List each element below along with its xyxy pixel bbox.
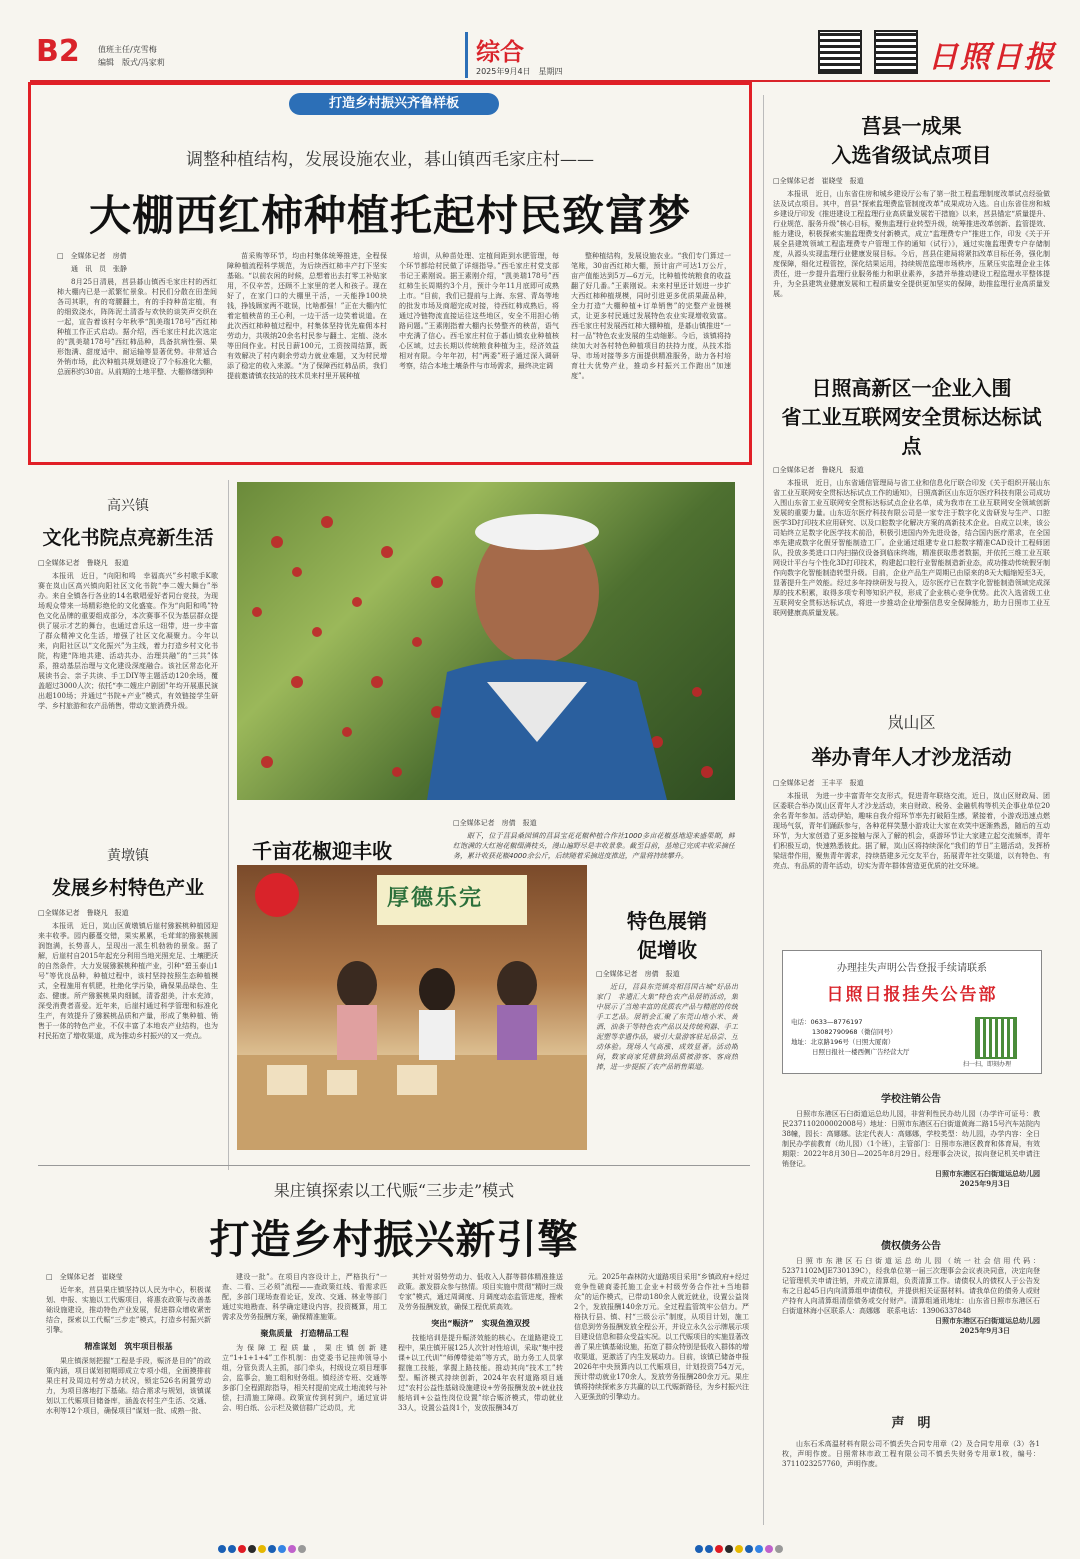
right-story-2-title: 日照高新区一企业入围 — [811, 376, 1012, 400]
notice-2-title: 债权债务公告 — [881, 1241, 941, 1252]
bottom-col-3-text: 其针对弱势劳动力、低收入人群等群体精准推送政策。激发群众参与热情。项目实施中贯彻“精时三级专家”模式，通过周调度、月调度动态监管进度，搜索及劳务报酬发放，确保工程优质高效。 — [398, 1273, 563, 1311]
right-story-2-body — [773, 478, 1050, 748]
right-story-1-title: 莒县一成果 — [861, 114, 962, 138]
left-story-2-body — [38, 921, 218, 1161]
bottom-col-1-text: 近年来，莒县果庄镇坚持以人民为中心，积极谋划、申报、实施以工代赈项目，将惠农政策与改善基础设施建设，推动特色产业发展，促进群众增收紧密结合，探索以工代赈“三步走”模式，打造乡村振兴新引擎。 — [46, 1286, 211, 1334]
ad-address-2: 日照日报社一楼西侧广告经营大厅 — [812, 1048, 910, 1056]
photo2-caption — [596, 982, 738, 1072]
banner-label: 打造乡村振兴齐鲁样板 — [328, 96, 459, 111]
lead-col-1-text: 8月25日清晨，莒县碁山镇西毛家庄村的西红柿大棚内已是一派繁忙景象。村民们分散在田垄间各司其职，有的弯腰翻土，有的手持种苗定植，有的细致浇水，阵阵泥土清香与欢快的谈笑声交织在一起，宣告着该村今年秋季“凯美瑞178号”西红柿种植工作正式启动。据介绍，西毛家庄村此次选定的“凯美瑞178号”西红柿品种，具备抗病性强、果形饱满、甜度适中、耐运输等显著优势。非常适合外销市场，此次种植共规划建设了7个标准化大棚，总面积约30亩。从前期的土地平整、大棚修缮到种 — [57, 278, 217, 376]
qr-code-2 — [874, 30, 918, 74]
photo2-text — [596, 905, 738, 1072]
photo1-byline: □全媒体记者 房倩 报道 — [453, 819, 537, 827]
photo-pepper-harvest-art — [237, 482, 735, 800]
photo1-title: 千亩花椒迎丰收 — [252, 839, 392, 863]
bottom-col-3b-text: 技能培训是提升赈济效能的核心。在道路建设工程中，果庄镇开展125人次针对性培训，采取“集中授课+以工代训”“师傅带徒弟”等方式，助力务工人员掌握施工技能，掌握上路技能。推动其向“技术工”转型。赈济模式持续创新，2024年农村道路项目通过“农村公益性基础设施建设+劳务报酬发放+就业技能培训+公益性岗位设置”综合赈济模式，带动就业33人，设置公益岗1个，发放报酬34万 — [398, 1334, 563, 1412]
bottom-col-1 — [46, 1272, 211, 1456]
page-header — [0, 0, 1080, 85]
bottom-headline: 打造乡村振兴新引擎 — [209, 1216, 579, 1263]
ad-phone-2: 13082790968（微信同号） — [812, 1028, 897, 1036]
photo1-caption-block — [453, 818, 735, 861]
registration-dot — [775, 1545, 783, 1553]
bottom-col-2b-text: 为保障工程质量，果庄镇创新建立“1+1+1+4”工作机制：由党委书记挂帅领导小组，分管负责人主抓，部门牵头，村级设立项目理事会，监事会，施工组和财务组。镇经济专班、交通等多部门全程跟踪指导，相关村提前完成土地流转与补偿，扫清施工障碍。政策宣传到村到户，通过宣讲会、明白纸、公示栏及微信群广泛动员，尤 — [222, 1344, 387, 1412]
bottom-col-2-a — [222, 1272, 387, 1322]
notice-1-title: 学校注销公告 — [881, 1094, 941, 1105]
right-story-1-body — [773, 189, 1050, 379]
registration-dot — [288, 1545, 296, 1553]
issue-date: 2025年9月4日 星期四 — [476, 67, 563, 76]
right-story-3-title-2: 举办青年人才沙龙活动 — [811, 745, 1012, 769]
bottom-sub-3: 突出“赈济” 实现鱼渔双授 — [431, 1319, 530, 1328]
registration-dot — [218, 1545, 226, 1553]
ad-contact — [791, 1017, 910, 1057]
ad-title: 日照日报挂失公告部 — [826, 985, 998, 1005]
registration-dot — [715, 1545, 723, 1553]
bottom-col-3-a — [398, 1272, 563, 1312]
bottom-col-3 — [398, 1272, 563, 1473]
ad-header: 办理挂失声明公告登报手续请联系 — [837, 963, 987, 974]
lead-col-2 — [227, 251, 387, 451]
registration-dot — [278, 1545, 286, 1553]
lead-byline — [57, 251, 217, 277]
registration-dot — [725, 1545, 733, 1553]
bottom-col-1-b — [46, 1356, 211, 1456]
left-story-1 — [38, 495, 218, 826]
notice-2-sign: 日照市东港区石臼街道运总幼儿园 — [935, 1316, 1040, 1325]
notice-2 — [782, 1237, 1040, 1336]
section-divider — [465, 32, 468, 78]
right-story-1-byline: □全媒体记者 崔晓莹 报道 — [773, 177, 864, 185]
footer-dots-right — [695, 1538, 785, 1557]
photo-expo — [237, 865, 587, 1150]
photo1-caption-text: 眼下，位于莒县桑园镇的莒县宝花花椒种植合作社1000多亩花椒基地迎来盛果期，鲜红饱满的大红袍花椒缀满枝头，漫山遍野尽是丰收景象。截至目前，基地已完成丰收采摘任务，累计收获花椒4000余公斤，后续随着采摘进度推进，产量将持续攀升。 — [453, 832, 735, 860]
registration-dot — [735, 1545, 743, 1553]
notice-3-body: 山东石禾高温材料有限公司不慎丢失合同专用章（2）及合同专用章（3）各1枚，声明作废。日照常林市政工程有限公司不慎丢失财务专用章1枚，编号：3711023257760，声明作废。 — [782, 1440, 1040, 1468]
editor-line: 值班主任/克雪梅 — [98, 45, 157, 54]
registration-dot — [705, 1545, 713, 1553]
registration-dot — [298, 1545, 306, 1553]
ad-phone-1: 0633—8776197 — [810, 1018, 863, 1026]
editor-line-2: 编辑 版式/冯家莉 — [98, 58, 165, 67]
lead-col-3 — [399, 251, 559, 451]
lost-notice-ad — [782, 950, 1042, 1074]
registration-dot — [745, 1545, 753, 1553]
notice-1 — [782, 1090, 1040, 1189]
bottom-story-rule — [38, 1165, 750, 1166]
right-story-3-byline: □全媒体记者 王丰平 报道 — [773, 779, 864, 787]
left-story-2-title-2: 发展乡村特色产业 — [51, 877, 204, 899]
bottom-col-2 — [222, 1272, 387, 1473]
right-story-1-text: 本报讯 近日，山东省住房和城乡建设厅公布了第一批工程监理制度改革试点经验做法及试点项目。其中，莒县“探索监理费监管制度改革”成果成功入选。自山东省住房和城乡建设厅印发《推进建设工程监理行业高质量发展若干措施》以来，莒县锚定“质量提升、行业规范、服务升级”核心目标，聚焦监理行业转型升级，统筹推进改革创新、监管提效、能力建设，积极探索实施监理费支付新模式，成立“监理费专户”推进工作，印发《关于开展全县建筑领域工程监理费专户管理工作的通知（试行）》，通过实施监理费专户存储制度，从源头实现监理行业健康发展目标。今后，莒县住建局将紧扣改革目标任务，强化制度保障，细化过程管控，深化结果运用，持续规范监理市场秩序，压紧压实监理企业主体责任，进一步提升监理行业服务能力和职业素养，多措并举推动建设工程监理水平整体提升，为全县建筑业健康发展和工程质量安全提供更加坚实的保障，助推监理行业高质量发展。 — [773, 190, 1050, 298]
expo-sign: 厚德乐完 — [387, 885, 484, 911]
ad-phone-label: 电话： — [791, 1018, 811, 1026]
registration-dot — [238, 1545, 246, 1553]
bottom-sub-1: 精准谋划 筑牢项目根基 — [84, 1342, 173, 1351]
lead-byline-1: □ 全媒体记者 房倩 — [57, 252, 127, 260]
registration-dot — [695, 1545, 703, 1553]
lead-col-1 — [57, 277, 217, 449]
bottom-col-1-a — [46, 1285, 211, 1335]
right-story-2-byline: □全媒体记者 鲁晓凡 报道 — [773, 466, 864, 474]
section-name: 综合 — [476, 37, 524, 66]
bottom-sub-2: 聚焦质量 打造精品工程 — [260, 1329, 349, 1338]
lead-col-3-text: 培训，从种苗处理、定植间距到水肥管理，每个环节都给村民做了详细指导。”西毛家庄村党支部书记王素刚说。据王素刚介绍，“凯美瑞178号”西红柿生长周期约3个月，预计今年11月底即可成熟上市。“目前，我们已提前与上海、东营、青岛等地的批发市场及商超完成对接，待西红柿成熟后，将通过冷链物流直接运往这些地区，安全不用担心销路问题。”王素刚指着大棚内长势整齐的秧苗，语气中充满了信心。西毛家庄村位于碁山镇农业种植核心区域，过去长期以传统粮食种植为主，经济效益相对有限。今年年初，村“两委”班子通过深入调研考察，结合本地土壤条件与市场需求，最终决定调 — [399, 252, 559, 370]
registration-dot — [248, 1545, 256, 1553]
right-story-3 — [773, 710, 1050, 941]
notice-2-date: 2025年9月3日 — [959, 1326, 1010, 1335]
banner — [289, 93, 499, 115]
ad-qr-caption: 扫一扫，即刻办理 — [963, 1061, 1012, 1068]
photo-pepper-harvest — [237, 482, 735, 800]
photo2-caption-text: 近日，莒县东莞镇亮相莒国古城“好品出家门 非遗汇大集”特色农产品展销活动，集中展示了当地丰富的优质农产品与精湛的传统手工艺品。展销会汇聚了东莞山地小米、黄酒、油条干等特色农产品以及传统利器、手工泥塑等非遗作品，吸引大量游客驻足品尝、互动体验。现场人气高涨、成效显著。活动期间，数家商家凭借独到品质被游客、客商热捧，进一步提振了农产品销售渠道。 — [596, 983, 738, 1071]
lead-col-2-text: 苗采购等环节，均由村集体统筹推进，全程保障种植流程科学规范，为后续西红柿丰产打下坚实基础。“以前农闲的时候，总想着出去打零工补贴家用，不仅辛苦，还顾不上家里的老人和孩子。现在好了，在家门口的大棚里干活，一天能挣100块钱，挣钱顾家两不耽误，比啥都强！”正在大棚内忙着定植秧苗的王心利，一边干活一边笑着说道。在此次西红柿种植过程中，村集体坚持优先雇佣本村劳动力，共吸纳20余名村民参与翻土、定植、浇水等田间作业。村民日薪100元，工资按周结算，既有效解决了村内剩余劳动力就业难题，又为村民增添了稳定的收入来源。“为了保障西红柿品质，我们提前邀请镇农技站的技术员来村里开展种植 — [227, 252, 387, 380]
right-story-2-text: 本报讯 近日，山东省通信管理局与省工业和信息化厅联合印发《关于组织开展山东省工业互联网安全贯标达标试点工作的通知》，日照高新区山东迈尔医疗科技有限公司成功入围山东省工业互联网安全贯标达标试点企业名单，成为我市在工业互联网安全领域创新发展的重要力量。山东迈尔医疗科技有限公司是一家专注于数字化义齿研发与生产、口腔医学3D打印技术应用研究、以及口腔数字化解决方案的高新技术企业。自成立以来，该公司始终立足数字化医学技术前沿，积极引进国内外先进设备，结合国内医疗需求，在全国率先建成数字化假牙智能制造工厂。企业通过组建专业口腔数字精准CAD设计工程师团队，投放多类进口口内扫描仪设备到临床终端，精准获取患者数据，并依托三维工业互联网设计平台与个性化3D打印技术，构建起口腔行业智能制造新业态，成功推动传统假牙制作向数字化智能制造转型升级。目前，企业产品生产周期已由原来的8天大幅缩短至3天，显著提升生产效能。经过多年持续研发与投入，迈尔医疗已在数字化智能制造领域完成深厚的技术积累，取得多项专利等知识产权，形成了企业核心竞争优势。此次入选省级工业互联网安全贯标达标试点，将进一步推动企业增强信息安全保障能力，助力日照市工业互联网健康高质量发展。 — [773, 479, 1050, 617]
bottom-col-2-text: 建设一批”。在项目内容设计上，严格执行“一查、二看、三必须”流程——查政策红线、看需求匹配，多部门现场查看论证，发改、交通、林业等部门通过实地勘查、科学确定建设内容，投资概算，用工需求及劳务报酬方案，确保精准施策。 — [222, 1273, 387, 1321]
qr-code-1 — [818, 30, 862, 74]
lead-kicker: 调整种植结构，发展设施农业，碁山镇西毛家庄村—— — [186, 150, 594, 170]
left-story-2-text: 本报讯 近日，岚山区黄墩镇后崖村猕猴桃种植园迎来丰收季。园内藤蔓交错，果实累累，毛茸茸的猕猴桃圆润饱满，长势喜人，呈现出一派生机勃勃的景象。据了解，后崖村自2015年起充分利用当地光照充足、土壤肥沃的自然条件，大力发展猕猴桃种植产业，引种“碧玉泰山1号”等优良品种，种植过程中，该村坚持按照生态种植模式，全程施用有机肥，杜绝化学污染，确保果品绿色、生态、健康。所产猕猴桃果肉细腻，清香甜美，汁水充沛，深受消费者喜爱。近年来，后崖村通过科学管理和标准化生产，有效提升了猕猴桃品质和产量，形成了集种植、销售于一体的特色产业，不仅丰富了本地农产业结构，也为村民拓宽了增收渠道，成为推动乡村振兴的又一亮点。 — [38, 922, 218, 1040]
bottom-kicker: 果庄镇探索以工代赈“三步走”模式 — [273, 1181, 515, 1200]
lead-col-4-text: 整种植结构，发展设施农业。“我们专门算过一笔账，30亩西红柿大棚，预计亩产可达1万公斤，亩产值能达到5万—6万元，比种植传统粮食的收益翻了好几番。”王素刚说。未来村里还计划进一步扩大西红柿种植规模，同时引进更多优质果蔬品种，全力打造“大棚种植+订单销售”的完整产业链模式，让更多村民通过发展特色农业实现增收致富。西毛家庄村发展西红柿大棚种植，是碁山镇推进“一村一品”特色农业发展的生动缩影。今后，该镇将持续加大对各村特色种植项目的扶持力度，从技术指导、市场对接等多方面提供精准服务，助力各村培育壮大优势产业，推动乡村振兴工作跑出“加速度”。 — [571, 252, 731, 380]
registration-dot — [765, 1545, 773, 1553]
bottom-col-1b-text: 果庄镇深刻把握“工程是手段，赈济是目的”的政策内涵，项目谋划初期即成立专项小组，全面摸排前果庄村及周边村劳动力状况，锁定526名闲置劳动力，为项目落地打下基础。结合需求与规划，该镇谋划以工代赈项目储备库，涵盖农村生产生活、交通、水利等12个项目，确保项目“谋划一批、成熟一批、 — [46, 1357, 211, 1415]
page-code: B2 — [36, 34, 80, 69]
notice-1-date: 2025年9月3日 — [959, 1179, 1010, 1188]
bottom-col-4-text: 元。2025年森林防火道路项目采用“乡镇政府+经过竞争性磋商委托施工企业+村级劳务合作社+当地群众”的运作模式，已带动180余人就近就业，设置公益岗2个，发放报酬140余万元。全过程监管筑牢公信力。严格执行县、镇、村“三级公示”制度，从项目计划，施工信息到劳务报酬发放全程公开，并设立永久公示牌展示项目建设信息和群众受益实况。以工代赈项目的实施显著改善了果庄镇基础设施，拓宽了群众特别是低收入群体的增收渠道，更激活了内生发展动力。目前，该镇已储备申报2026年中央预算内以工代赈项目，计划投资754万元，预计带动就业170余人，发放劳务报酬280余万元。果庄镇将持续探索多方共赢的以工代赈新路径，为乡村振兴注入更强劲的引擎动力。 — [574, 1273, 749, 1401]
paper-logo: 日照日报 — [928, 40, 1056, 75]
ad-qr-code — [975, 1017, 1017, 1059]
footer-dots-left — [218, 1538, 308, 1557]
left-col-divider — [228, 480, 229, 1170]
left-story-1-body — [38, 571, 218, 826]
left-story-1-byline: □全媒体记者 鲁晓凡 报道 — [38, 559, 129, 567]
notice-2-body: 日照市东港区石臼街道运总幼儿园（统一社会信用代码：52371102MJE730139C），经我单位第一届三次理事会会议表决同意，决定向登记管理机关申请注销，并成立清算组，负责清算工作。请债权人的债权人于公告发布之日起45日内向清算组申请债权，并提供相关证据材料。请我单位的债务人或财产持有人向清算组清偿债务或交付财产。清算组通讯地址：山东省日照市东港区石臼街道林海小区联系人：高娜娜 联系电话：13906337848 — [782, 1257, 1040, 1315]
right-story-3-text: 本报讯 为进一步丰富青年交友形式，促进青年联络交流，近日，岚山区财政局、团区委联合举办岚山区青年人才沙龙活动，来自财政、税务、金融机构等机关企事业单位20余名青年参加。活动伊始，趣味自我介绍环节率先打破陌生感，紧接着，小游戏迅速点燃现场气氛，青年们踊跃参与，各种花样笑慧小游戏让大家在欢笑中逐渐熟悉，随后的互动环节，为大家创造了更多接触与深入了解的机会，桌游环节让大家建立起交流频率，青年们积极互动，快速熟悉彼此。据了解，岚山区将持续深化“我们的节日”主题活动，发挥桥梁纽带作用，聚焦青年需求，持续搭建多元交友平台，拓展青年社交渠道，以有特色、有亮点、有品质的青年活动，切实为青年群体营造更优质的社交环境。 — [773, 792, 1050, 870]
lead-byline-2: 通 讯 员 张静 — [57, 265, 127, 273]
photo1-caption — [453, 831, 735, 861]
bottom-col-3-b — [398, 1333, 563, 1473]
left-story-2 — [38, 845, 218, 1161]
left-story-2-byline: □全媒体记者 鲁晓凡 报道 — [38, 909, 129, 917]
right-story-3-body — [773, 791, 1050, 941]
right-story-3-title: 岚山区 — [887, 713, 936, 732]
bottom-byline: □ 全媒体记者 崔晓莹 — [46, 1273, 123, 1281]
lead-story-box — [28, 82, 752, 465]
left-story-1-text: 本报讯 近日，“向阳和鸣 幸福高兴”乡村歌手K歌赛在岚山区高兴镇向阳社区文化书院“李二嫂大舞台”举办。来自全镇各行各业的14名歌唱爱好者同台竞技，为现场观众带来一场精彩绝伦的文化盛宴。作为“向阳和鸣”特色文化品牌的重要组成部分，本次赛事不仅为基层群众提供了展示才艺的舞台，也通过音乐这一纽带，进一步丰富了群众精神文化生活，增强了社区文化凝聚力。今年以来，向阳社区以“文化振兴”为主线，着力打造乡村文化书院，构建“阵地共建、活动共办、治理共融”的“三共”体系，推动基层治理与文化建设深度融合。该社区常态化开展读书会、亲子共读、手工DIY等主题活动120余场，覆盖超过3000人次；依托“李二嫂庄户剧团”年均开展惠民演出超100场；并通过“书院+产业”模式，有效链接学生研学、乡村旅游和农产品销售，带动文旅消费升级。 — [38, 572, 218, 710]
notice-1-sign: 日照市东港区石臼街道运总幼儿园 — [935, 1169, 1040, 1178]
notice-3 — [782, 1412, 1040, 1469]
photo2-byline: □全媒体记者 房倩 报道 — [596, 970, 680, 978]
notice-1-body: 日照市东港区石臼街道运总幼儿园，非营利性民办幼儿园（办学许可证号：教民237110200002008号）地址：日照市东港区石臼街道黄海二路15号汽车站院内38幢，园长：高娜娜。法定代表人：高娜娜，学校类型：幼儿园，办学内容：全日制民办学前教育（幼儿园）（1个班），主管部门：日照市东港区教育和体育局，有效期限：2022年8月30日—2025年8月29日。经理事会决议，拟向登记机关申请注销登记。 — [782, 1110, 1040, 1168]
notice-3-title: 声 明 — [891, 1416, 931, 1431]
registration-dot — [228, 1545, 236, 1553]
registration-dot — [755, 1545, 763, 1553]
registration-dot — [258, 1545, 266, 1553]
bottom-col-4 — [574, 1272, 749, 1527]
right-story-1 — [773, 110, 1050, 379]
registration-dot — [268, 1545, 276, 1553]
right-col-divider — [763, 95, 764, 1525]
left-story-1-title-2: 文化书院点亮新生活 — [42, 527, 214, 549]
bottom-col-2-b — [222, 1343, 387, 1473]
right-story-2-title-2: 省工业互联网安全贯标达标试点 — [781, 405, 1042, 458]
right-story-2 — [773, 372, 1050, 748]
bottom-col-4-a — [574, 1272, 749, 1527]
left-story-2-title: 黄墩镇 — [107, 848, 149, 864]
photo2-title: 特色展销 — [627, 909, 707, 933]
ad-address: 地址：北京路196号（日照大厦南） — [791, 1038, 895, 1046]
photo2-title-2: 促增收 — [637, 938, 697, 962]
lead-headline: 大棚西红柿种植托起村民致富梦 — [88, 191, 691, 240]
lead-col-4 — [571, 251, 731, 451]
right-story-1-title-2: 入选省级试点项目 — [831, 143, 992, 167]
left-story-1-title: 高兴镇 — [107, 498, 149, 514]
